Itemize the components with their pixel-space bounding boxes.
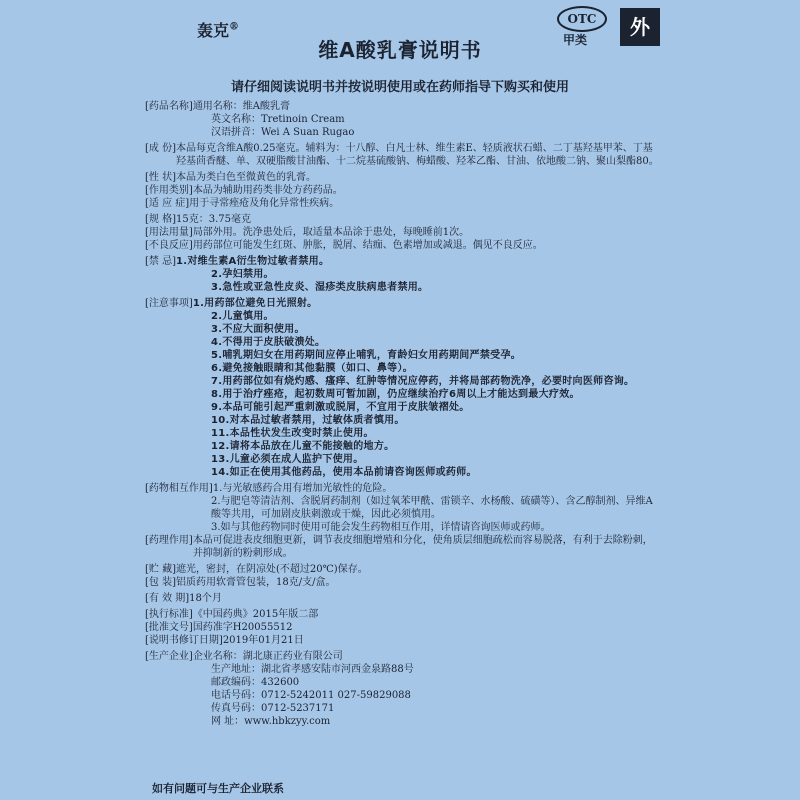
list-item: 7.用药部位如有烧灼感、瘙痒、红肿等情况应停药，并将局部药物洗净，必要时向医师咨询。 [211, 376, 635, 387]
list-item: 8.用于治疗痤疮，起初数周可暂加剧，仍应继续治疗6周以上才能达到最大疗效。 [211, 389, 580, 400]
list-item: 11.本品性状发生改变时禁止使用。 [211, 428, 374, 439]
section-package: [包 装] 铝质药用软膏管包装，18克/支/盒。 [145, 577, 336, 588]
list-item: 3.不应大面积使用。 [211, 324, 305, 335]
manufacturer-website: 网 址：www.hbkzyy.com [211, 716, 331, 727]
otc-badge: OTC [557, 6, 607, 32]
list-item: 1.对维生素A衍生物过敏者禁用。 [175, 256, 330, 267]
section-ingredients: [成 份] 本品每克含维A酸0.25毫克。辅料为：十八醇、白凡士林、维生素E、轻质液状石蜡、二丁基羟基甲苯、丁基羟基茴香醚、单、双硬脂酸甘油酯、十二烷基硫酸钠、梅蜡酸、羟苯乙酯、甘油、依地酸二钠、聚山梨酯80。 [145, 143, 659, 167]
section-validity: [有 效 期] 18个月 [145, 593, 222, 604]
section-category: [作用类别] 本品为辅助用药类非处方药药品。 [145, 185, 343, 196]
manufacturer-phone: 电话号码：0712-5242011 027-59829088 [211, 690, 411, 701]
section-spec: [规 格] 15克：3.75毫克 [145, 214, 251, 225]
section-usage: [用法用量] 局部外用。洗净患处后，取适量本品涂于患处，每晚睡前1次。 [145, 227, 470, 238]
list-item: 3.如与其他药物同时使用可能会发生药物相互作用，详情请咨询医师或药师。 [211, 522, 551, 533]
section-approval: [批准文号] 国药准字H20055512 [145, 622, 293, 633]
list-item: 4.不得用于皮肤破溃处。 [211, 337, 326, 348]
list-item: 1.用药部位避免日光照射。 [192, 298, 318, 309]
section-indication: [适 应 症] 用于寻常痤疮及角化异常性疾病。 [145, 198, 340, 209]
document-title: 维A酸乳膏说明书 [318, 38, 482, 62]
english-name: 英文名称：Tretinoin Cream [211, 114, 345, 125]
leaflet-content [145, 100, 660, 728]
section-drug-name: [药品名称] 通用名称：维A酸乳膏 [145, 101, 291, 112]
list-item: 12.请将本品放在儿童不能接触的地方。 [211, 441, 395, 452]
manufacturer-name: 企业名称：湖北康正药业有限公司 [192, 651, 343, 662]
list-item: 10.对本品过敏者禁用，过敏体质者慎用。 [211, 415, 405, 426]
manufacturer-address: 生产地址：湖北省孝感安陆市河西金泉路88号 [211, 664, 414, 675]
pinyin-name: 汉语拼音：Wei A Suan Rugao [211, 127, 355, 138]
section-storage: [贮 藏] 遮光，密封，在阴凉处(不超过20℃)保存。 [145, 564, 368, 575]
manufacturer-fax: 传真号码：0712-5237171 [211, 703, 335, 714]
list-item: 9.本品可能引起严重刺激或脱屑，不宜用于皮肤皱褶处。 [211, 402, 470, 413]
list-item: 1.与光敏感药合用有增加光敏性的危险。 [212, 483, 393, 494]
section-contraindications: [禁 忌] 1.对维生素A衍生物过敏者禁用。 2.孕妇禁用。 3.急性或亚急性皮炎、湿疹类皮肤病患者禁用。 [145, 255, 660, 294]
brand-logo: 轰克® [197, 21, 240, 40]
list-item: 3.急性或亚急性皮炎、湿疹类皮肤病患者禁用。 [211, 282, 429, 293]
otc-class-label: 甲类 [563, 33, 588, 47]
external-use-badge: 外 [620, 8, 660, 46]
section-pharmacology: [药理作用] 本品可促进表皮细胞更新，调节表皮细胞增殖和分化，使角质层细胞疏松而容易脱落，有利于去除粉刺，并抑制新的粉刺形成。 [145, 535, 653, 559]
section-standard: [执行标准] 《中国药典》2015年版二部 [145, 609, 319, 620]
list-item: 14.如正在使用其他药品，使用本品前请咨询医师或药师。 [211, 467, 477, 478]
list-item: 13.儿童必须在成人监护下使用。 [211, 454, 364, 465]
section-interactions: [药物相互作用] 1.与光敏感药合用有增加光敏性的危险。 2.与肥皂等清洁剂、含脱屑药制剂（如过氧苯甲酰、雷锁辛、水杨酸、硫磺等）、含乙醇制剂、异维A酸等共用，可加剧皮肤刺激或干燥，因此必须慎用。 3.如与其他药物同时使用可能会发生药物相互作用，详情请咨询医师或药师。 [145, 482, 660, 534]
section-manufacturer: [生产企业] 企业名称：湖北康正药业有限公司 生产地址：湖北省孝感安陆市河西金泉路88号 邮政编码：432600 电话号码：0712-5242011 027-59829088 传真号码：0712-5237171 网 址：www.hbkzyy.com [145, 650, 660, 728]
list-item: 5.哺乳期妇女在用药期间应停止哺乳，育龄妇女用药期间严禁受孕。 [211, 350, 522, 361]
section-precautions: [注意事项] 1.用药部位避免日光照射。 2.儿童慎用。 3.不应大面积使用。 4.不得用于皮肤破溃处。 5.哺乳期妇女在用药期间应停止哺乳，育龄妇女用药期间严禁受孕。 6.避免接触眼睛和其他黏膜（如口、鼻等）。 7.用药部位如有烧灼感、瘙痒、红肿等情况应停药，并将局部药物洗净，必要时向医师咨询。 8.用于治疗痤疮，起初数周可暂加剧，仍应继续治疗6周以上才能达到最大疗效。 9.本品可能引起严重刺激或脱屑，不宜用于皮肤皱褶处。 10.对本品过敏者禁用，过敏体质者慎用。 11.本品性状发生改变时禁止使用。 12.请将本品放在儿童不能接触的地方。 13.儿童必须在成人监护下使用。 14.如正在使用其他药品，使用本品前请咨询医师或药师。 [145, 297, 660, 479]
footer-contact-note: 如有问题可与生产企业联系 [152, 782, 284, 795]
list-item: 2.与肥皂等清洁剂、含脱屑药制剂（如过氧苯甲酰、雷锁辛、水杨酸、硫磺等）、含乙醇制剂、异维A酸等共用，可加剧皮肤刺激或干燥，因此必须慎用。 [211, 496, 653, 520]
list-item: 6.避免接触眼睛和其他黏膜（如口、鼻等）。 [211, 363, 414, 374]
document-subtitle: 请仔细阅读说明书并按说明使用或在药师指导下购买和使用 [230, 80, 569, 95]
section-adverse: [不良反应] 用药部位可能发生红斑、肿胀，脱屑、结痂、色素增加或减退。偶见不良反应。 [145, 240, 543, 251]
list-item: 2.儿童慎用。 [211, 311, 274, 322]
section-property: [性 状] 本品为类白色至微黄色的乳膏。 [145, 172, 316, 183]
section-revision-date: [说明书修订日期] 2019年01月21日 [145, 635, 304, 646]
manufacturer-postcode: 邮政编码：432600 [211, 677, 300, 688]
list-item: 2.孕妇禁用。 [211, 269, 274, 280]
